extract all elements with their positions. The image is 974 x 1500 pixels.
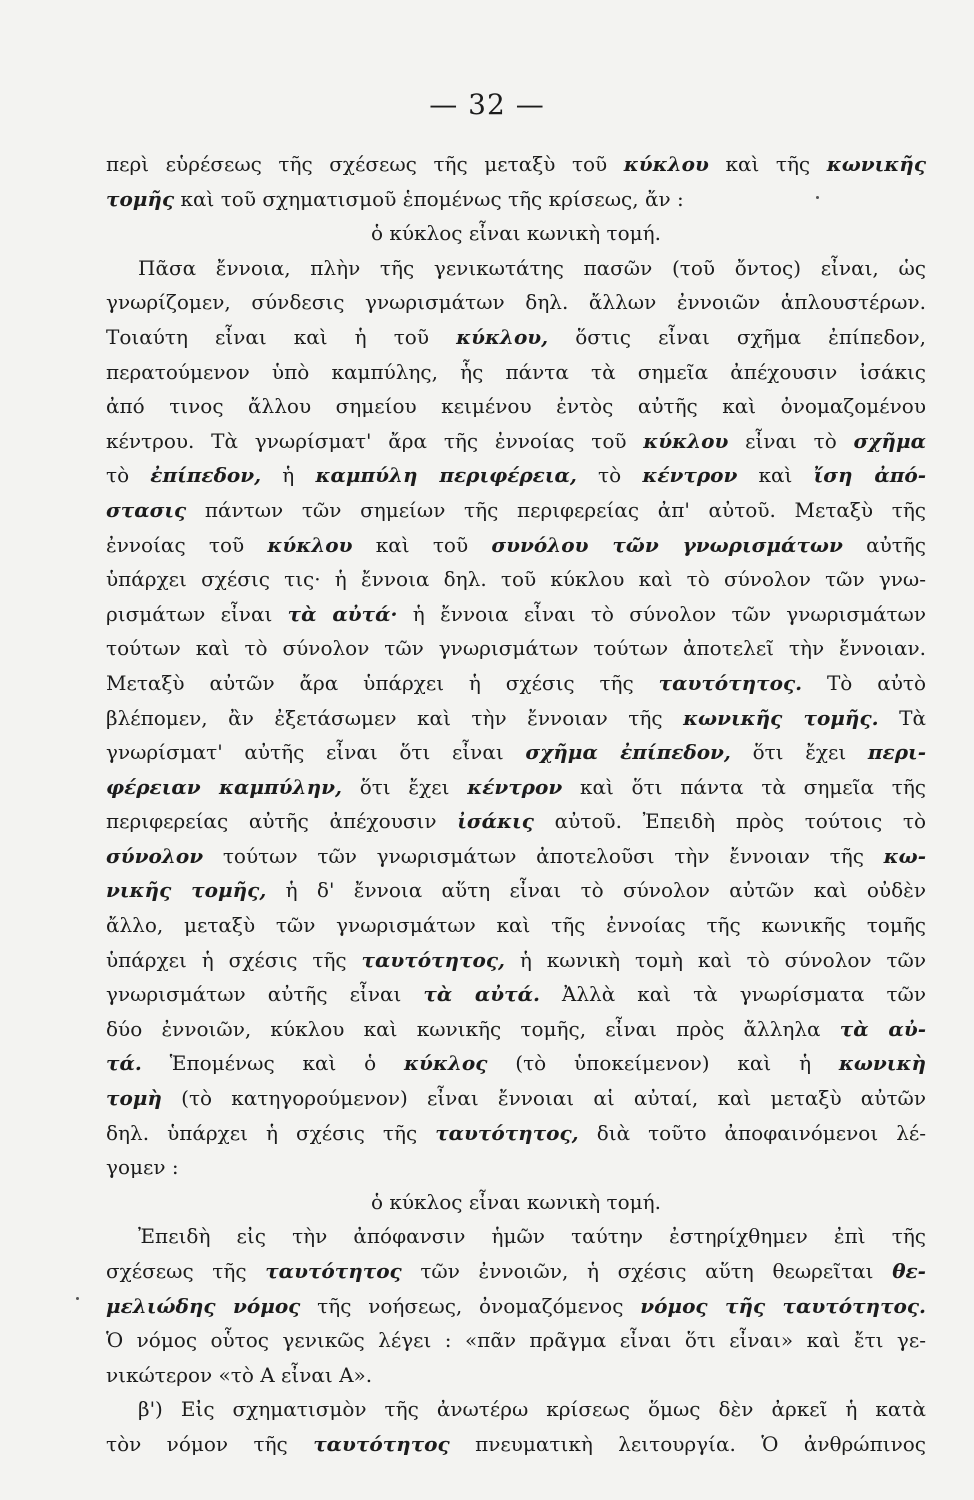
- emphasized-term: κύκλος: [404, 1051, 488, 1076]
- emphasized-term: ἰσάκις: [457, 809, 534, 834]
- text-run: (τὸ ὑποκείμενον) καὶ ἡ: [487, 1051, 839, 1076]
- text-run: Ὁ νόμος οὗτος γενικῶς λέγει : «πᾶν πρᾶγμα εἶναι ὅτι εἶναι» καὶ ἔτι γε-: [106, 1328, 926, 1353]
- text-line: [106, 839, 926, 874]
- text-run: Τὸ αὐτὸ: [802, 670, 926, 695]
- text-line: [106, 1427, 926, 1462]
- text-run: β') Εἰς σχηματισμὸν τῆς ἀνωτέρω κρίσεως ὅμως δὲν ἀρκεῖ ἡ κατὰ: [138, 1397, 926, 1422]
- emphasized-term: κύκλου: [267, 532, 353, 557]
- text-run: τῶν ἐννοιῶν, ἡ σχέσις αὕτη θεωρεῖται: [401, 1259, 893, 1283]
- text-line: [106, 251, 926, 286]
- emphasized-term: ταυτότητος,: [361, 947, 505, 972]
- text-run: βλέπομεν, ἂν ἐξετάσωμεν καὶ τὴν ἔννοιαν τῆς: [106, 705, 684, 730]
- text-run: τὸν νόμον τῆς: [106, 1431, 314, 1456]
- text-run: καὶ τῆς: [708, 152, 827, 176]
- text-line: [106, 389, 926, 424]
- text-run: ἀπό τινος ἄλλου σημείου κειμένου ἐντὸς αὐτῆς καὶ ὀνομαζομένου: [106, 394, 926, 419]
- text-run: τῆς νοήσεως, ὀνομαζόμενος: [300, 1293, 641, 1318]
- text-run: εἶναι τὸ: [728, 428, 854, 453]
- emphasized-term: κωνικῆς: [826, 152, 926, 176]
- emphasized-term: κωνικῆς τομῆς.: [683, 705, 879, 730]
- emphasized-term: ἐπίπεδον,: [150, 463, 262, 488]
- text-run: αὐτοῦ. Ἐπειδὴ πρὸς τούτοις τὸ: [533, 809, 926, 834]
- emphasized-term: περι-: [867, 740, 926, 765]
- text-run: τὸ: [106, 463, 151, 488]
- text-line: [106, 1254, 926, 1289]
- text-run: νικώτερον «τὸ Α εἶναι Α».: [106, 1362, 373, 1387]
- text-run: ἡ ἔννοια εἶναι τὸ σύνολον τῶν γνωρισμάτων: [397, 601, 926, 626]
- emphasized-term: κέντρον: [642, 463, 738, 488]
- text-run: καὶ τοῦ σχηματισμοῦ ἑπομένως τῆς κρίσεως, ἄν :: [174, 186, 684, 211]
- text-line: [106, 562, 926, 597]
- text-line: [106, 320, 926, 355]
- ink-speck: [816, 196, 819, 199]
- text-run: ἡ κωνικὴ τομὴ καὶ τὸ σύνολον τῶν: [505, 947, 926, 972]
- emphasized-term: ταυτότητος.: [658, 670, 803, 695]
- text-line: [106, 735, 926, 770]
- emphasized-term: ἴση ἀπό-: [813, 463, 927, 488]
- text-run: ρισμάτων εἶναι: [106, 601, 288, 626]
- text-run: δύο ἐννοιῶν, κύκλου καὶ κωνικῆς τομῆς, εἶναι πρὸς ἄλληλα: [106, 1016, 840, 1041]
- emphasized-term: κέντρον: [467, 774, 563, 799]
- text-line: [106, 1150, 926, 1185]
- text-line: [106, 424, 926, 459]
- emphasized-term: τὰ αὐτά.: [423, 982, 540, 1007]
- text-run: διὰ τοῦτο ἀποφαινόμενοι λέ-: [578, 1120, 926, 1145]
- text-line: [106, 493, 926, 528]
- emphasized-term: τὰ αὐτά·: [287, 601, 398, 626]
- emphasized-term: σχῆμα ἐπίπεδον,: [525, 740, 731, 765]
- body-text: [106, 147, 926, 1462]
- text-line: [106, 147, 926, 182]
- text-run: Τοιαύτη εἶναι καὶ ἡ τοῦ: [106, 324, 457, 349]
- text-run: καὶ: [737, 463, 814, 488]
- text-run: τούτων καὶ τὸ σύνολον τῶν γνωρισμάτων τούτων ἀποτελεῖ τὴν ἔννοιαν.: [106, 636, 926, 661]
- text-run: περιφερείας αὐτῆς ἀπέχουσιν: [106, 809, 458, 834]
- text-line: [106, 182, 926, 217]
- text-run: τούτων τῶν γνωρισμάτων ἀποτελοῦσι τὴν ἔννοιαν τῆς: [203, 843, 884, 868]
- text-run: περατούμενον ὑπὸ καμπύλης, ἧς πάντα τὰ σημεῖα ἀπέχουσιν ἰσάκις: [106, 359, 926, 384]
- text-run: κέντρου. Τὰ γνωρίσματ' ἄρα τῆς ἐννοίας τοῦ: [106, 428, 644, 453]
- text-line: [106, 1323, 926, 1358]
- text-line: [106, 770, 926, 805]
- text-line: [106, 943, 926, 978]
- text-line: [106, 908, 926, 943]
- emphasized-term: καμπύλη περιφέρεια,: [315, 463, 577, 488]
- text-run: ἄλλο, μεταξὺ τῶν γνωρισμάτων καὶ τῆς ἐννοίας τῆς κωνικῆς τομῆς: [106, 913, 926, 938]
- text-run: Ἀλλὰ καὶ τὰ γνωρίσματα τῶν: [539, 982, 926, 1007]
- emphasized-term: τὰ αὐ-: [839, 1016, 926, 1041]
- text-line: [106, 1081, 926, 1116]
- text-line: [106, 1012, 926, 1047]
- text-run: ἡ: [261, 463, 316, 488]
- text-line: [106, 1219, 926, 1254]
- emphasized-term: θε-: [892, 1259, 926, 1283]
- text-line: [106, 528, 926, 563]
- text-run: γνωρισμάτων αὐτῆς εἶναι: [106, 982, 424, 1007]
- text-line: [106, 1358, 926, 1393]
- page-number: — 32 —: [429, 88, 545, 121]
- ink-speck: [76, 1297, 79, 1300]
- text-run: ὁ κύκλος εἶναι κωνικὴ τομή.: [371, 221, 661, 246]
- emphasized-term: κωνικὴ: [838, 1051, 927, 1076]
- text-line: [106, 1392, 926, 1427]
- text-run: δηλ. ὑπάρχει ἡ σχέσις τῆς: [106, 1120, 436, 1145]
- text-run: Πᾶσα ἔννοια, πλὴν τῆς γενικωτάτης πασῶν (τοῦ ὄντος) εἶναι, ὡς: [138, 255, 926, 280]
- text-line: [106, 666, 926, 701]
- text-line: [106, 597, 926, 632]
- emphasized-term: νικῆς τομῆς,: [106, 878, 267, 903]
- emphasized-term: κύκλου,: [456, 324, 549, 349]
- emphasized-term: τά.: [106, 1051, 142, 1076]
- emphasized-term: τομῆς: [106, 186, 175, 211]
- emphasized-term: στασις: [106, 497, 187, 522]
- text-run: ἡ δ' ἔννοια αὕτη εἶναι τὸ σύνολον αὐτῶν καὶ οὐδὲν: [266, 878, 927, 903]
- text-line: [106, 701, 926, 736]
- text-line: [106, 1289, 926, 1324]
- text-run: καὶ τοῦ: [352, 532, 492, 557]
- emphasized-term: ταυτότητος: [313, 1431, 450, 1456]
- emphasized-term: κω-: [883, 843, 926, 868]
- text-run: ὁ κύκλος εἶναι κωνικὴ τομή.: [371, 1189, 661, 1214]
- text-line: [106, 458, 926, 493]
- emphasized-term: νόμος τῆς ταυτότητος.: [640, 1293, 927, 1318]
- text-line: [106, 1046, 926, 1081]
- text-run: περὶ εὑρέσεως τῆς σχέσεως τῆς μεταξὺ τοῦ: [106, 152, 624, 176]
- emphasized-term: συνόλου τῶν γνωρισμάτων: [491, 532, 843, 557]
- emphasized-term: σχῆμα: [853, 428, 926, 453]
- text-run: ὅστις εἶναι σχῆμα ἐπίπεδον,: [548, 324, 926, 349]
- text-run: Τὰ: [878, 705, 926, 730]
- text-run: τὸ: [576, 463, 643, 488]
- text-run: Μεταξὺ αὐτῶν ἄρα ὑπάρχει ἡ σχέσις τῆς: [106, 670, 659, 695]
- emphasized-term: μελιώδης νόμος: [106, 1293, 301, 1318]
- text-run: πνευματικὴ λειτουργία. Ὁ ἀνθρώπινος: [449, 1431, 926, 1456]
- text-run: γομεν :: [106, 1155, 179, 1180]
- text-run: (τὸ κατηγορούμενον) εἶναι ἔννοιαι αἱ αὐταί, καὶ μεταξὺ αὐτῶν: [161, 1086, 926, 1111]
- text-run: ἐννοίας τοῦ: [106, 532, 268, 557]
- text-run: Ἐπειδὴ εἰς τὴν ἀπόφανσιν ἡμῶν ταύτην ἐστηρίχθημεν ἐπὶ τῆς: [138, 1224, 926, 1249]
- emphasized-term: τομὴ: [106, 1086, 162, 1111]
- text-line: [106, 355, 926, 390]
- text-line: [106, 804, 926, 839]
- text-run: ὅτι ἔχει: [341, 774, 468, 799]
- text-run: ὑπάρχει ἡ σχέσις τῆς: [106, 947, 362, 972]
- emphasized-term: σύνολον: [106, 843, 204, 868]
- text-line: [106, 631, 926, 666]
- text-run: Ἑπομένως καὶ ὁ: [141, 1051, 405, 1076]
- text-run: γνωρίζομεν, σύνδεσις γνωρισμάτων δηλ. ἄλλων ἐννοιῶν ἁπλουστέρων.: [106, 290, 926, 315]
- text-line: [106, 977, 926, 1012]
- text-run: ὅτι ἔχει: [730, 740, 868, 765]
- emphasized-term: ταυτότητος,: [435, 1120, 579, 1145]
- text-line: [106, 216, 926, 251]
- text-line: [106, 1185, 926, 1220]
- emphasized-term: ταυτότητος: [265, 1259, 402, 1283]
- text-run: καὶ ὅτι πάντα τὰ σημεῖα τῆς: [562, 774, 927, 799]
- text-run: γνωρίσματ' αὐτῆς εἶναι ὅτι εἶναι: [106, 740, 526, 765]
- text-run: σχέσεως τῆς: [106, 1259, 266, 1283]
- text-run: ὑπάρχει σχέσις τις· ἡ ἔννοια δηλ. τοῦ κύκλου καὶ τὸ σύνολον τῶν γνω-: [106, 567, 926, 592]
- emphasized-term: κύκλου: [623, 152, 709, 176]
- text-run: αὐτῆς: [842, 532, 926, 557]
- text-run: πάντων τῶν σημείων τῆς περιφερείας ἀπ' αὐτοῦ. Μεταξὺ τῆς: [186, 497, 926, 522]
- text-line: [106, 285, 926, 320]
- text-line: [106, 873, 926, 908]
- text-line: [106, 1116, 926, 1151]
- emphasized-term: κύκλου: [643, 428, 729, 453]
- emphasized-term: φέρειαν καμπύλην,: [106, 774, 342, 799]
